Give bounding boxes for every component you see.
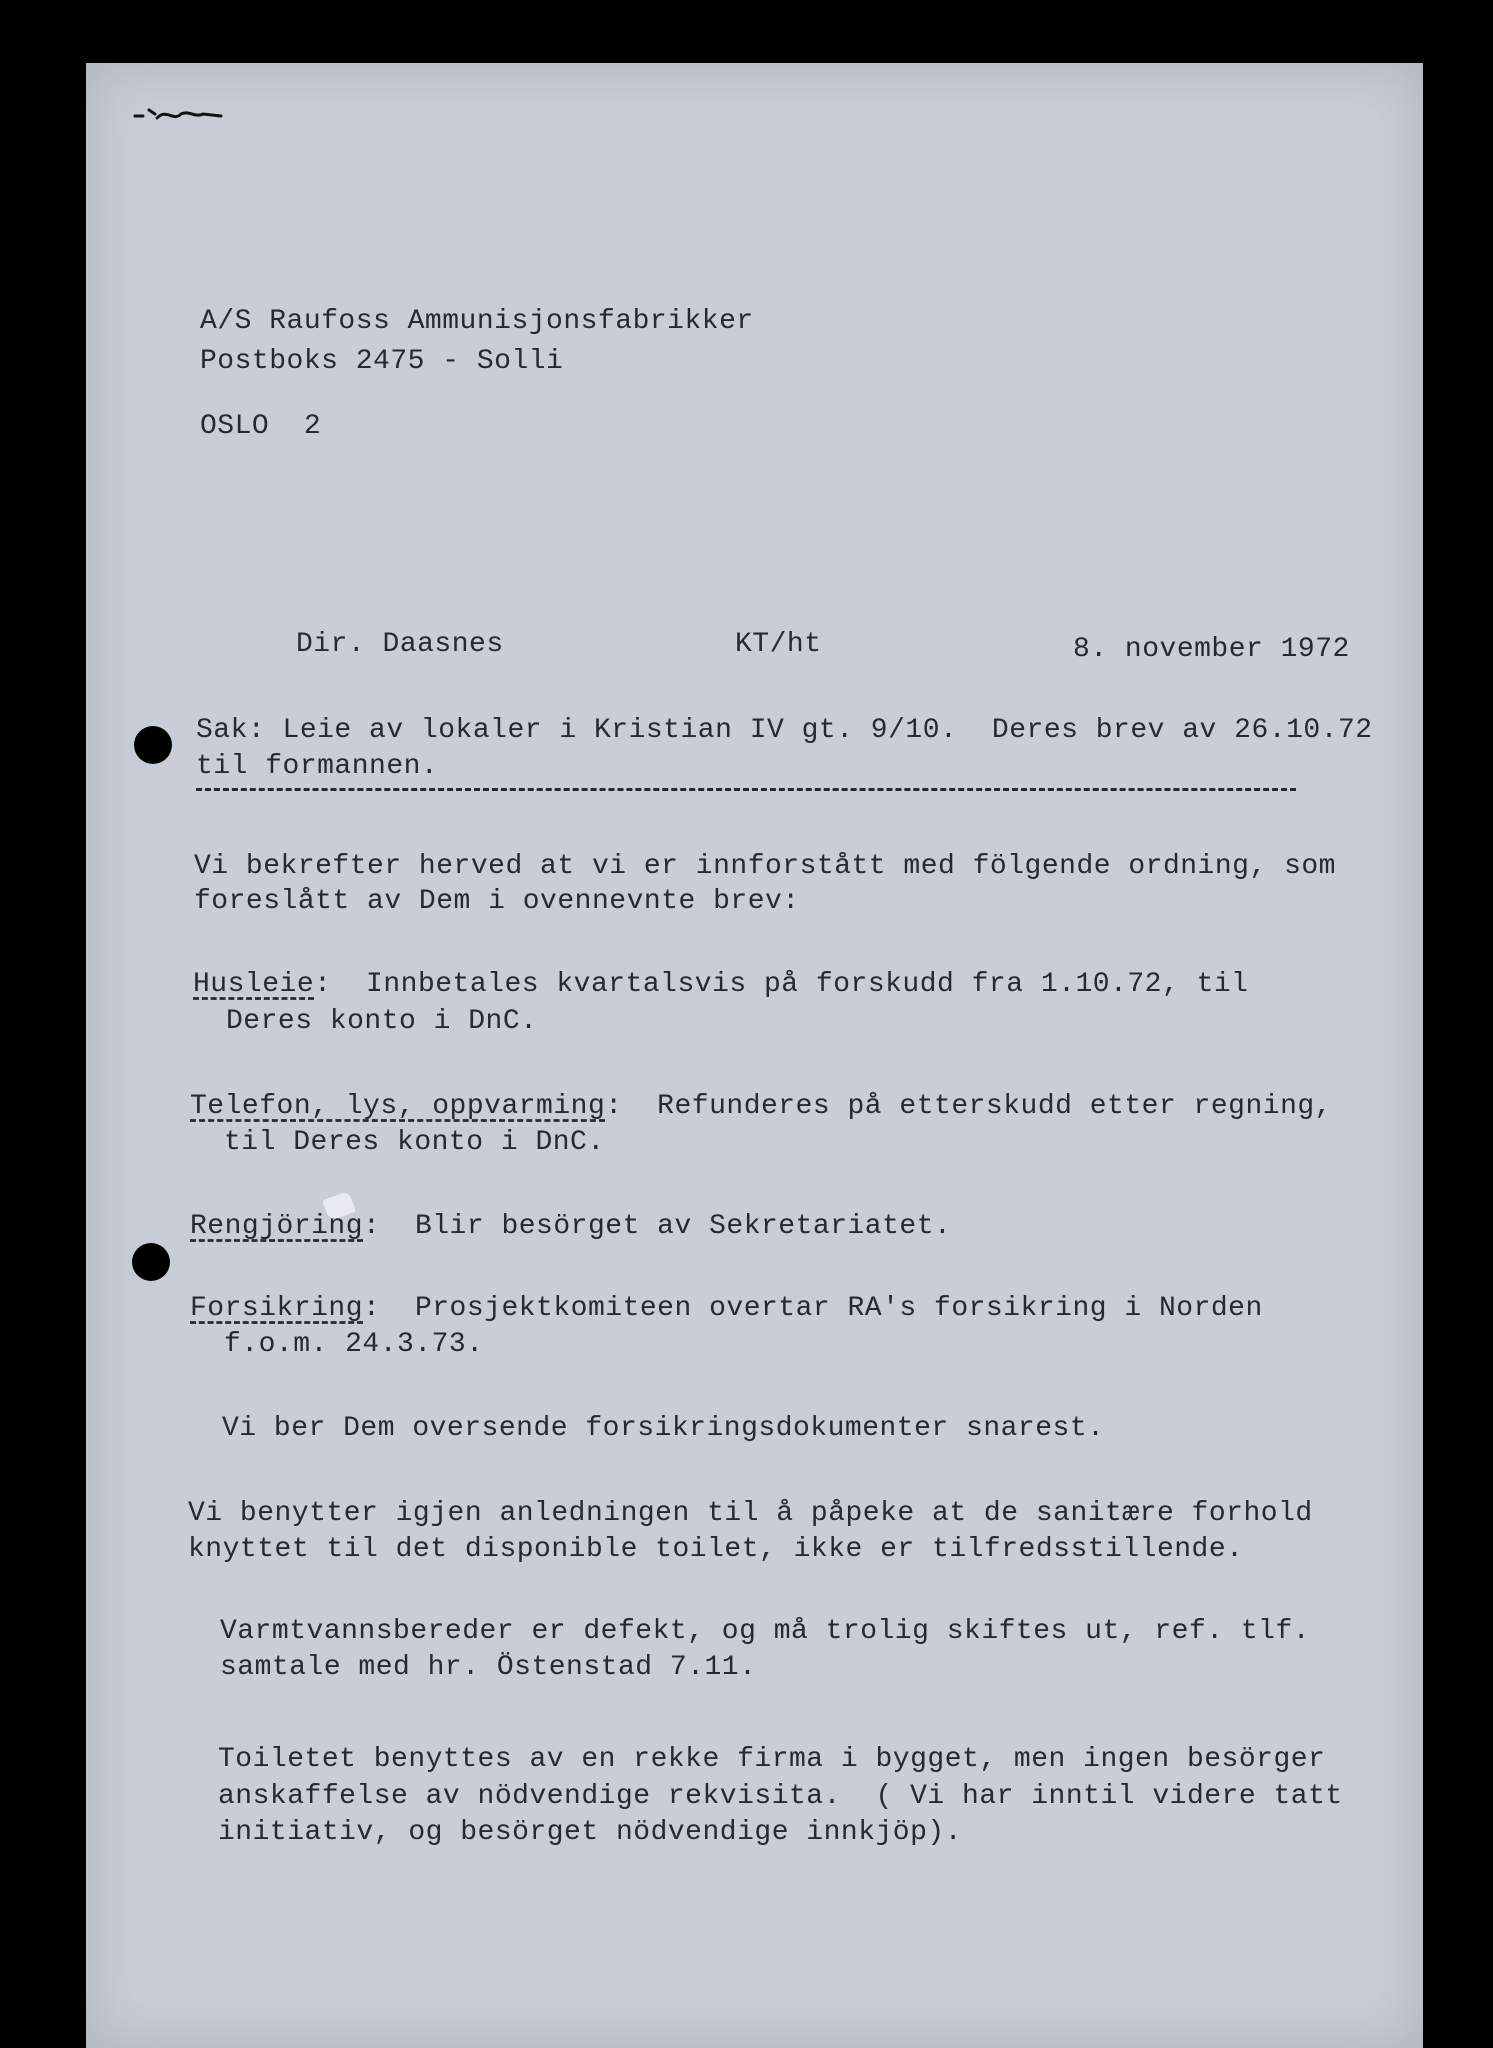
toilet-line-1: Toiletet benyttes av en rekke firma i bygget, men ingen besörger bbox=[218, 1744, 1326, 1775]
attention-line: Dir. Daasnes bbox=[296, 629, 504, 660]
recipient-city: OSLO 2 bbox=[200, 411, 322, 442]
intro-line-1: Vi bekrefter herved at vi er innforstått med fölgende ordning, som bbox=[194, 851, 1336, 882]
punch-hole-top bbox=[134, 726, 172, 764]
subject-line-2: til formannen. bbox=[196, 751, 439, 782]
subject-underline bbox=[196, 788, 1296, 791]
intro-line-2: foreslått av Dem i ovennevnte brev: bbox=[194, 886, 800, 917]
toilet-line-3: initiativ, og besörget nödvendige innkjöp). bbox=[218, 1817, 963, 1848]
telefon-text: : Refunderes på etterskudd etter regning, bbox=[605, 1091, 1332, 1122]
heater-line-1: Varmtvannsbereder er defekt, og må trolig skiftes ut, ref. tlf. bbox=[220, 1616, 1311, 1647]
recipient-postbox: Postboks 2475 - Solli bbox=[200, 346, 564, 377]
forsikring-line-1 bbox=[190, 1292, 1263, 1326]
forsikring-text: : Prosjektkomiteen overtar RA's forsikring i Norden bbox=[363, 1293, 1263, 1324]
subject-line-1: Sak: Leie av lokaler i Kristian IV gt. 9/10. Deres brev av 26.10.72 bbox=[196, 715, 1373, 746]
rengjoring-label: Rengjöring bbox=[190, 1211, 364, 1242]
heater-line-2: samtale med hr. Östenstad 7.11. bbox=[220, 1652, 757, 1683]
rengjoring-text: : Blir besörget av Sekretariatet. bbox=[363, 1211, 952, 1242]
letter-date: 8. november 1972 bbox=[1073, 634, 1350, 665]
telefon-label: Telefon, lys, oppvarming bbox=[190, 1091, 606, 1122]
husleie-label: Husleie bbox=[193, 969, 315, 1000]
pen-mark bbox=[133, 104, 223, 126]
sanitary-line-1: Vi benytter igjen anledningen til å påpeke at de sanitære forhold bbox=[188, 1498, 1313, 1529]
husleie-text: : Innbetales kvartalsvis på forskudd fra 1.10.72, til bbox=[314, 969, 1249, 1000]
telefon-line-1 bbox=[190, 1090, 1332, 1124]
husleie-line-2: Deres konto i DnC. bbox=[226, 1006, 538, 1037]
sanitary-line-2: knyttet til det disponible toilet, ikke er tilfredsstillende. bbox=[188, 1534, 1244, 1565]
rengjoring-line bbox=[190, 1210, 951, 1244]
punch-hole-bottom bbox=[132, 1243, 170, 1281]
recipient-company: A/S Raufoss Ammunisjonsfabrikker bbox=[200, 306, 754, 337]
forsikring-label: Forsikring bbox=[190, 1293, 364, 1324]
forsikring-line-3: Vi ber Dem oversende forsikringsdokumenter snarest. bbox=[222, 1413, 1105, 1444]
toilet-line-2: anskaffelse av nödvendige rekvisita. ( Vi har inntil videre tatt bbox=[218, 1781, 1343, 1812]
initials: KT/ht bbox=[735, 629, 822, 660]
husleie-line-1 bbox=[193, 968, 1248, 1002]
forsikring-line-2: f.o.m. 24.3.73. bbox=[224, 1329, 484, 1360]
telefon-line-2: til Deres konto i DnC. bbox=[224, 1127, 605, 1158]
